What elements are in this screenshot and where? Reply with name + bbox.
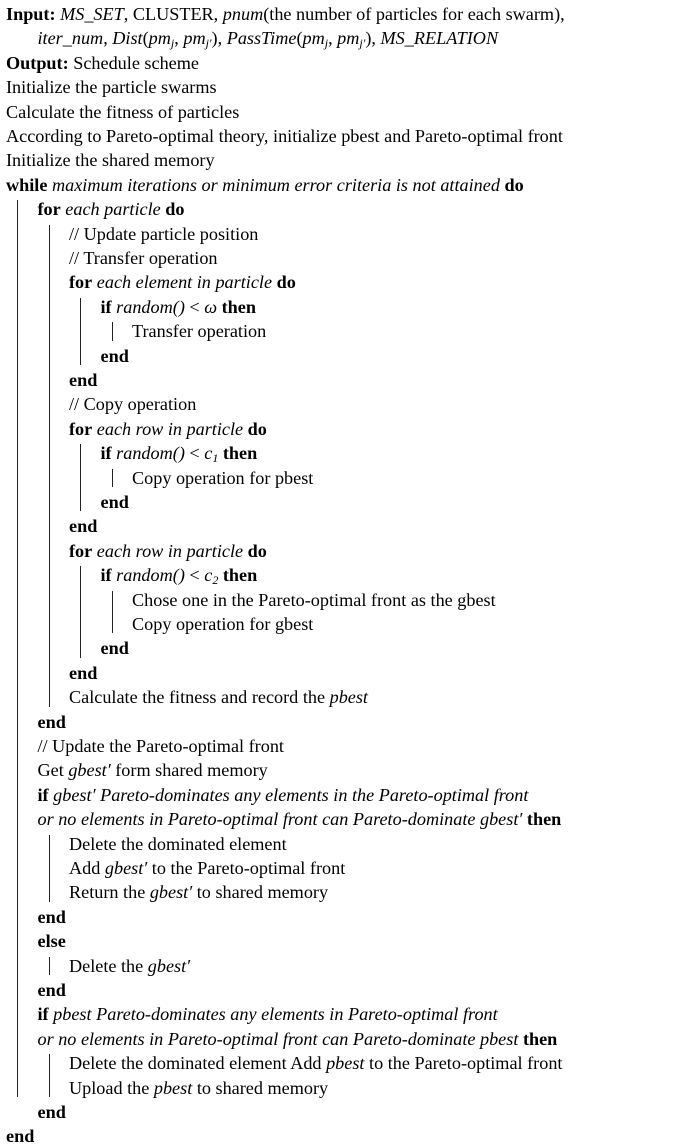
keyword: end [37,980,66,1000]
text: to the Pareto-optimal front [147,858,346,878]
keyword: if [100,296,112,317]
algorithm-line [69,1051,562,1075]
keyword: do [247,418,267,439]
algorithm-line [69,417,267,441]
algorithm-line [69,661,97,685]
italic-text: or no elements in Pareto-optimal front can Pareto-dominate pbest [37,1028,519,1049]
algorithm-line [69,880,328,904]
text: to shared memory [192,1077,329,1098]
text: form shared memory [110,760,268,781]
algorithm-line [101,490,129,514]
algorithm-line [101,441,258,465]
italic-text: or no elements in Pareto-optimal front can Pareto-dominate gbest′ [37,809,523,830]
text: Delete the [69,955,148,976]
algorithm-line [132,319,266,343]
algorithm-line [38,1100,66,1124]
block-indent-line [49,957,50,975]
italic-text: pbest [326,1053,365,1074]
block-indent-line [17,200,18,1097]
text: // Transfer operation [69,248,218,268]
algorithm-line [38,710,66,734]
keyword: end [6,1126,35,1147]
keyword: do [504,174,524,195]
subscript: j [324,36,329,51]
keyword: else [37,931,66,952]
algorithm-line [69,685,368,709]
text: Upload the [69,1077,154,1098]
text: , [174,28,184,49]
italic-text: c [204,443,213,464]
text: Calculate the fitness and record the [69,687,330,708]
algorithm-line [69,954,190,978]
italic-text: gbest′ [149,882,193,903]
keyword: if [100,565,112,586]
text: According to Pareto-optimal theory, initialize pbest and Pareto-optimal front [6,126,563,146]
text: < [184,443,205,464]
block-indent-line [80,566,81,658]
keyword: Output: [6,52,69,73]
text: to the Pareto-optimal front [364,1053,563,1074]
algorithm-line [69,832,287,856]
block-indent-line [49,835,50,902]
keyword: for [69,418,93,439]
italic-text: pm [183,28,206,49]
algorithm-line [6,51,199,75]
keyword: end [100,638,129,659]
algorithm-line [132,466,313,490]
keyword: end [69,516,98,537]
italic-text: random() [116,443,185,464]
keyword: end [37,906,66,927]
keyword: end [69,662,98,683]
algorithm-line [101,563,258,587]
block-indent-line [80,444,81,511]
algorithm-line [38,1027,558,1051]
block-indent-line [112,469,113,487]
text: // Update particle position [69,223,259,244]
italic-text: pnum [222,4,264,24]
text: ), [211,28,227,49]
italic-text: PassTime [226,28,297,49]
algorithm-line [69,270,296,294]
algorithm-line [132,612,313,636]
algorithm-line [38,197,185,221]
algorithm-line [69,392,196,416]
text: ( [142,28,149,49]
subscript: j′ [205,36,212,51]
italic-text: each row in particle [96,418,244,439]
algorithm-line [38,26,499,50]
italic-text: random() [116,296,185,317]
algorithm-line [38,783,529,807]
keyword: end [100,345,129,366]
keyword: if [100,443,112,464]
italic-text: pm [302,28,325,49]
algorithm-line [38,905,66,929]
text: Transfer operation [132,321,267,342]
text: , CLUSTER, [123,4,223,24]
algorithm-line [6,2,565,26]
keyword: then [522,1028,558,1049]
italic-text: gbest′ [147,955,191,976]
keyword: end [37,711,66,732]
text: Initialize the particle swarms [6,77,217,98]
italic-text: MS_RELATION [380,28,499,49]
algorithm-line [101,636,129,660]
keyword: then [221,296,256,317]
algorithm-line [38,978,66,1002]
italic-text: pm [337,28,360,49]
italic-text: pm [148,28,171,49]
subscript: j′ [359,36,366,51]
algorithm-line [38,1002,498,1026]
subscript: j [170,36,175,51]
block-indent-line [112,322,113,340]
algorithm-line [69,514,97,538]
text: Delete the dominated element [69,833,287,854]
algorithm-line [69,856,345,880]
keyword: for [69,272,93,293]
keyword: do [247,540,267,561]
keyword: for [37,199,61,220]
keyword: end [100,492,129,512]
algorithm-line [38,758,268,782]
block-indent-line [112,591,113,634]
italic-text: Dist [112,28,143,49]
algorithm-line [69,368,97,392]
text: Get [37,760,69,781]
text: Copy operation for gbest [132,614,314,634]
italic-text: each element in particle [96,272,273,293]
text: , [103,28,113,49]
algorithm-line [38,807,562,831]
subscript: 1 [212,451,219,466]
keyword: Input: [6,4,56,24]
algorithm-line [101,344,129,368]
text: (the number of particles for each swarm), [263,4,565,24]
algorithm-line [6,173,524,197]
subscript: 2 [212,573,219,588]
block-indent-line [49,1054,50,1097]
italic-text: random() [116,565,185,586]
text: Return the [69,882,150,903]
italic-text: gbest′ Pareto-dominates any elements in the Pareto-optimal front [53,784,529,805]
algorithm-line [69,246,218,270]
keyword: do [276,272,296,293]
italic-text: ω [204,296,218,317]
italic-text: pbest Pareto-dominates any elements in Pareto-optimal front [53,1004,498,1025]
algorithm-line [6,75,217,99]
text: to shared memory [192,882,329,903]
algorithm-line [132,588,496,612]
algorithm-line [6,124,563,148]
text: < [184,565,205,586]
keyword: end [37,1102,66,1122]
text: Calculate the fitness of particles [6,101,240,122]
algorithm-line [38,929,66,953]
keyword: while [6,174,48,195]
text: Chose one in the Pareto-optimal front as the gbest [132,589,496,610]
italic-text: gbest′ [68,760,111,781]
keyword: do [165,199,185,220]
text: Delete the dominated element Add [69,1053,327,1074]
keyword: then [222,565,258,586]
algorithm-line [69,1076,328,1100]
text: Schedule scheme [68,52,199,73]
keyword: end [69,370,98,390]
algorithm-line [69,539,267,563]
text: // Update the Pareto-optimal front [37,736,284,756]
text: ( [296,28,303,49]
italic-text: each row in particle [96,540,244,561]
text: // Copy operation [69,394,197,415]
italic-text: gbest′ [104,858,148,878]
keyword: then [222,443,258,464]
italic-text: c [204,565,213,586]
keyword: if [37,1004,49,1025]
italic-text: pbest [153,1077,193,1098]
keyword: for [69,540,93,561]
text: ), [365,28,381,49]
text: Initialize the shared memory [6,150,215,171]
algorithm-line [101,295,256,319]
algorithm-line [6,148,215,172]
italic-text: iter_num [37,28,104,49]
italic-text: MS_SET [60,4,124,24]
algorithm-line [6,1124,34,1148]
keyword: if [37,784,49,805]
algorithm-line [69,222,258,246]
text: Copy operation for pbest [132,467,314,488]
italic-text: maximum iterations or minimum error criteria is not attained [51,174,500,195]
algorithm-line [6,100,239,124]
italic-text: pbest [329,687,368,708]
italic-text: each particle [65,199,161,220]
text: < [184,296,205,317]
text: , [328,28,338,49]
block-indent-line [80,298,81,365]
text: Add [69,858,105,878]
algorithm-line [38,734,284,758]
block-indent-line [49,225,50,707]
keyword: then [526,809,562,830]
